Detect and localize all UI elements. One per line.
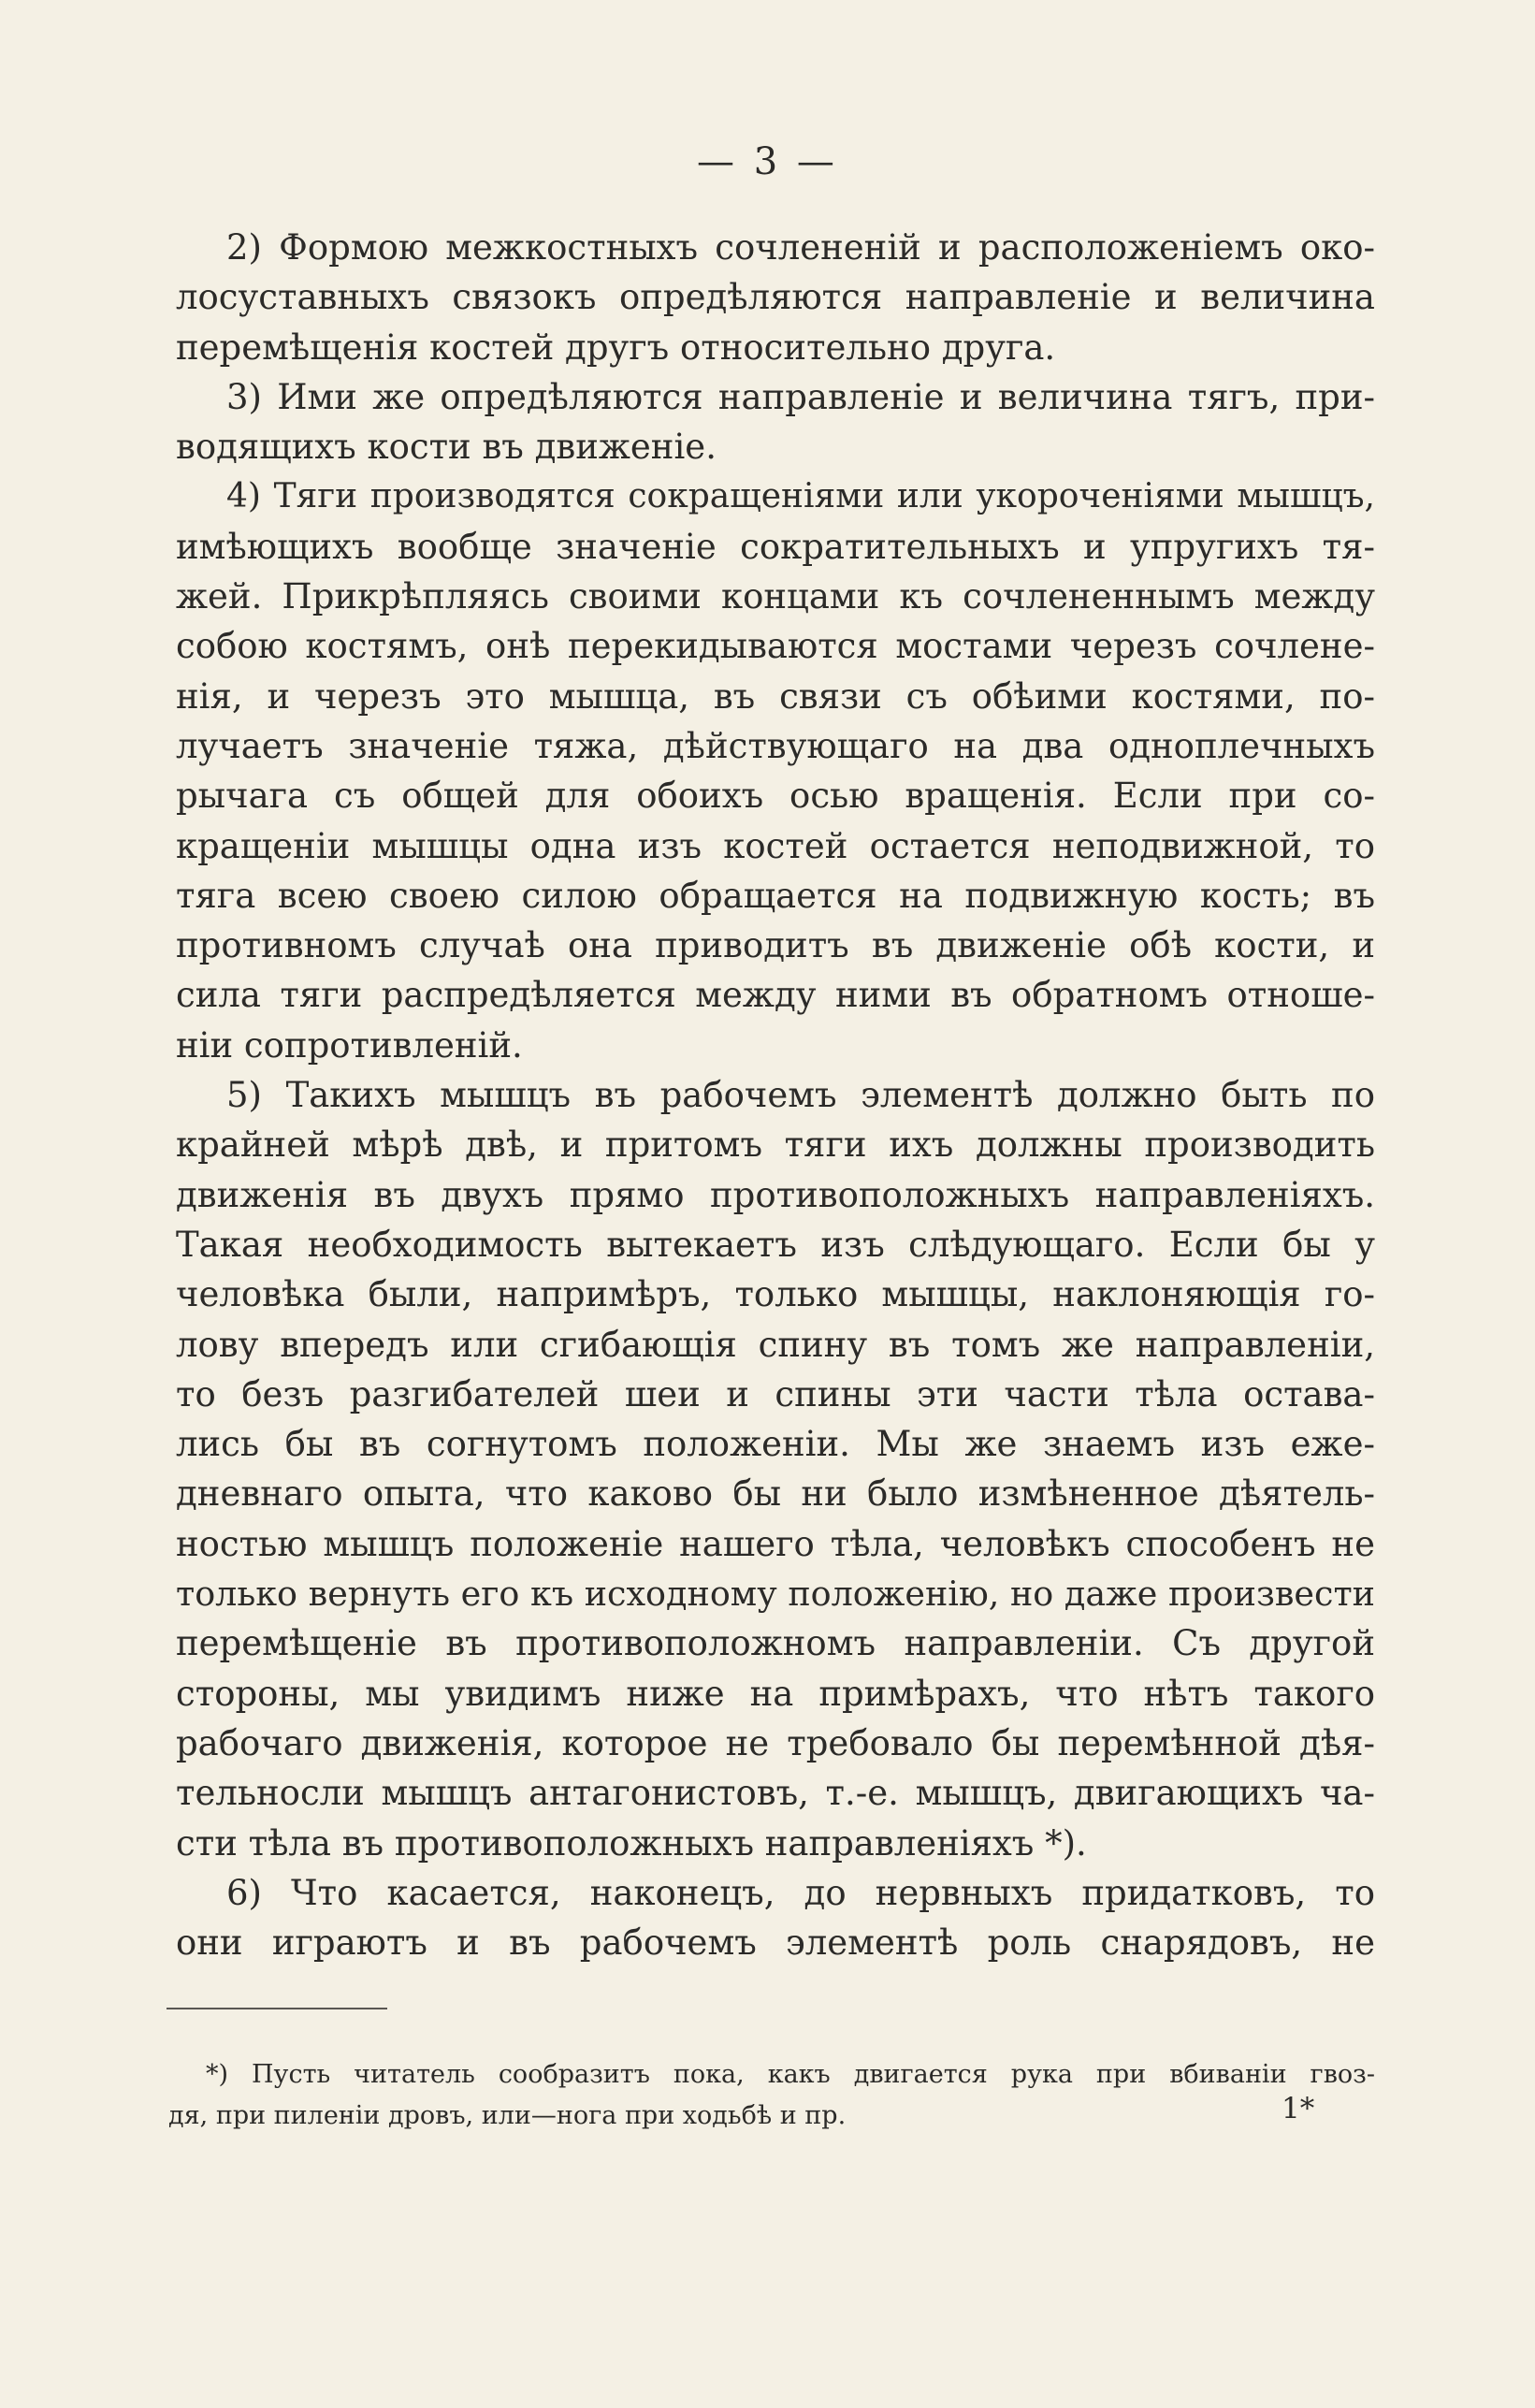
text-line: перемѣщеніе въ противоположномъ направленіи. Съ другой	[176, 1623, 1375, 1664]
text-line: лучаетъ значеніе тяжа, дѣйствующаго на два одноплечныхъ	[176, 725, 1375, 766]
text-line: имѣющихъ вообще значеніе сократительныхъ и упругихъ тя-	[176, 526, 1375, 567]
text-line: они играютъ и въ рабочемъ элементѣ роль снарядовъ, не	[176, 1922, 1375, 1964]
text-line: водящихъ кости въ движеніе.	[176, 427, 717, 468]
text-line: ніи сопротивленій.	[176, 1024, 523, 1066]
text-line: движенія въ двухъ прямо противоположныхъ направленіяхъ.	[176, 1174, 1375, 1215]
text-line: Такая необходимость вытекаетъ изъ слѣдующаго. Если бы у	[176, 1224, 1375, 1265]
text-line: кращеніи мышцы одна изъ костей остается неподвижной, то	[176, 825, 1375, 866]
text-line: 6) Что касается, наконецъ, до нервныхъ придатковъ, то	[226, 1872, 1375, 1913]
text-line: дневнаго опыта, что каково бы ни было измѣненное дѣятель-	[176, 1473, 1375, 1515]
text-line: то безъ разгибателей шеи и спины эти части тѣла остава-	[176, 1373, 1375, 1414]
text-line: 2) Формою межкостныхъ сочлененій и расположеніемъ око-	[226, 227, 1375, 268]
main-text	[176, 223, 1375, 1967]
text-line: 3) Ими же опредѣляются направленіе и величина тягъ, при-	[226, 376, 1375, 417]
footnote-line: *) Пусть читатель сообразитъ пока, какъ двигается рука при вбиваніи гвоз-	[206, 2060, 1375, 2089]
text-line: крайней мѣрѣ двѣ, и притомъ тяги ихъ должны производить	[176, 1124, 1375, 1166]
footnote	[168, 2054, 1375, 2137]
text-line: перемѣщенія костей другъ относительно друга.	[176, 326, 1056, 368]
text-line: человѣка были, напримѣръ, только мышцы, наклоняющія го-	[176, 1274, 1375, 1315]
text-line: жей. Прикрѣпляясь своими концами къ сочлененнымъ между	[176, 576, 1375, 617]
text-line: сти тѣла въ противоположныхъ направленіяхъ *).	[176, 1822, 1087, 1864]
text-line: 4) Тяги производятся сокращеніями или укороченіями мышцъ,	[226, 477, 1375, 516]
text-line: тяга всею своею силою обращается на подвижную кость; въ	[176, 875, 1375, 916]
page-number: — 3 —	[697, 140, 838, 183]
text-line: лись бы въ согнутомъ положеніи. Мы же знаемъ изъ еже-	[176, 1424, 1375, 1465]
text-line: рычага съ общей для обоихъ осью вращенія. Если при со-	[176, 776, 1375, 817]
text-line: рабочаго движенія, которое не требовало бы перемѣнной дѣя-	[176, 1722, 1375, 1763]
text-line: 5) Такихъ мышцъ въ рабочемъ элементѣ должно быть по	[226, 1075, 1375, 1116]
text-line: противномъ случаѣ она приводитъ въ движеніе обѣ кости, и	[176, 925, 1375, 966]
footnote-divider	[167, 2008, 387, 2009]
text-line: лосуставныхъ связокъ опредѣляются направленіе и величина	[176, 277, 1375, 318]
text-line: собою костямъ, онѣ перекидываются мостами черезъ сочлене-	[176, 626, 1375, 667]
footnote-line: дя, при пиленіи дровъ, или—нога при ходьбѣ и пр.	[168, 2101, 847, 2130]
text-line: сила тяги распредѣляется между ними въ обратномъ отноше-	[176, 975, 1375, 1016]
text-line: стороны, мы увидимъ ниже на примѣрахъ, что нѣтъ такого	[176, 1673, 1375, 1714]
text-line: тельносли мышцъ антагонистовъ, т.-е. мышцъ, двигающихъ ча-	[176, 1773, 1375, 1814]
text-line: лову впередъ или сгибающія спину въ томъ же направленіи,	[176, 1324, 1375, 1365]
text-line: только вернуть его къ исходному положенію, но даже произвести	[176, 1574, 1375, 1615]
text-line: ностью мышцъ положеніе нашего тѣла, человѣкъ способенъ не	[176, 1523, 1375, 1564]
signature-mark: 1*	[1282, 2092, 1315, 2125]
text-line: нія, и черезъ это мышца, въ связи съ обѣими костями, по-	[176, 675, 1375, 717]
